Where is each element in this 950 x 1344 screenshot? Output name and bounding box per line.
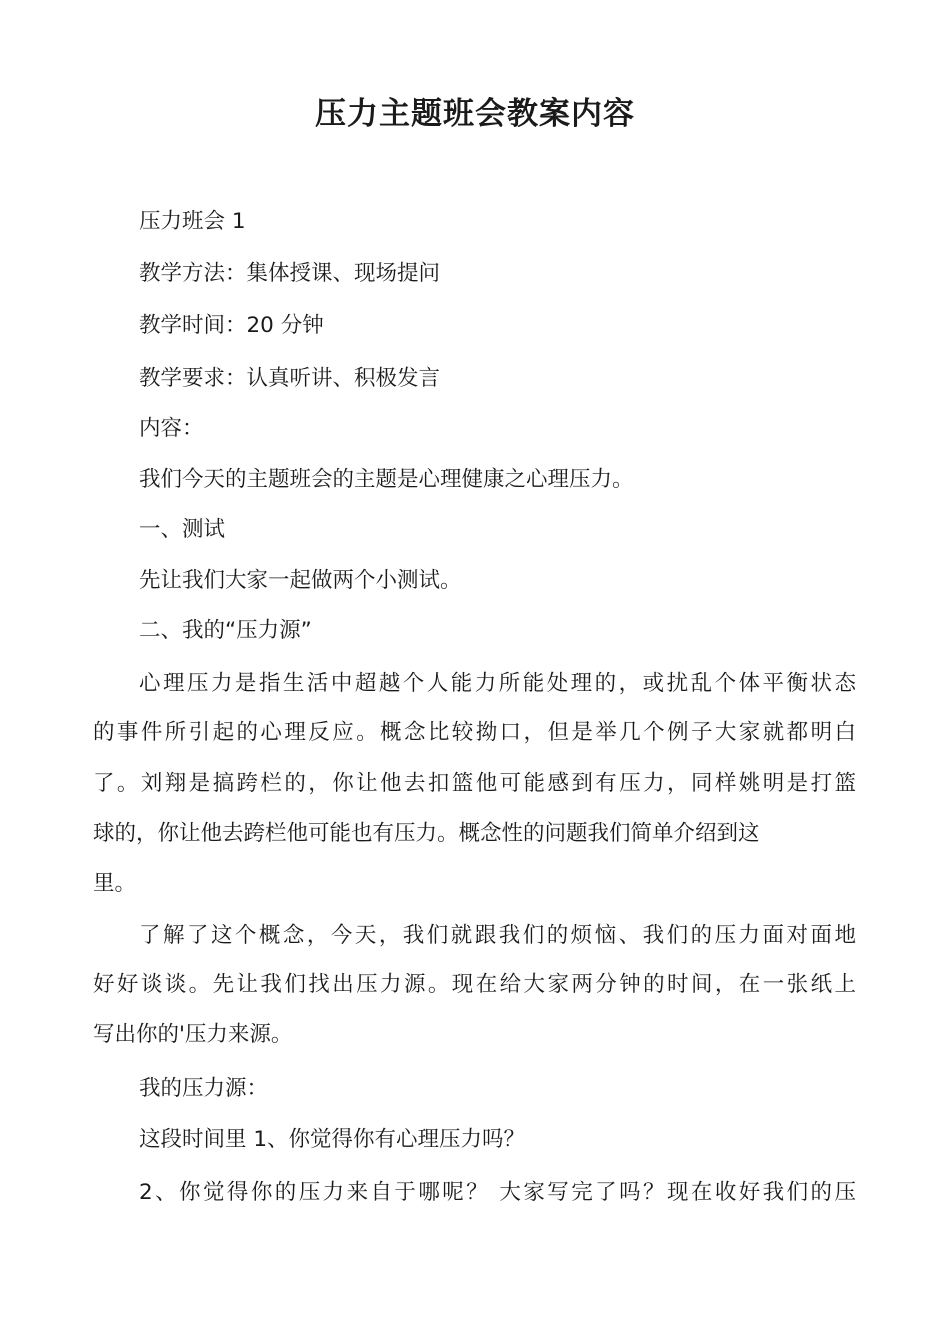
text-line: 内容：: [139, 416, 204, 441]
text-line: 这段时间里 1、你觉得你有心理压力吗？: [139, 1127, 526, 1152]
text-line: 我的压力源：: [139, 1076, 269, 1101]
text-line: 教学时间：20 分钟: [139, 313, 324, 338]
text-line: 教学要求：认真听讲、积极发言: [139, 366, 441, 391]
paragraph-line: 好好谈谈。先让我们找出压力源。现在给大家两分钟的时间，在一张纸上: [93, 972, 856, 997]
document-title: 压力主题班会教案内容: [315, 96, 635, 132]
text-line: 先让我们大家一起做两个小测试。: [139, 568, 462, 593]
paragraph-line: 心理压力是指生活中超越个人能力所能处理的，或扰乱个体平衡状态: [139, 671, 856, 696]
paragraph-line: 的事件所引起的心理反应。概念比较拗口，但是举几个例子大家就都明白: [93, 720, 856, 745]
paragraph-line: 球的，你让他去跨栏他可能也有压力。概念性的问题我们简单介绍到这: [93, 821, 760, 846]
text-line: 压力班会 1: [139, 209, 246, 234]
paragraph-line: 了解了这个概念，今天，我们就跟我们的烦恼、我们的压力面对面地: [139, 923, 856, 948]
paragraph-line: 了。刘翔是搞跨栏的，你让他去扣篮他可能感到有压力，同样姚明是打篮: [93, 771, 856, 796]
text-line: 我们今天的主题班会的主题是心理健康之心理压力。: [139, 467, 634, 492]
section-heading: 二、我的“压力源”: [139, 618, 312, 643]
paragraph-line: 里。: [93, 871, 137, 896]
section-heading: 一、测试: [139, 517, 226, 542]
text-line: 2、你觉得你的压力来自于哪呢？ 大家写完了吗？现在收好我们的压: [139, 1180, 856, 1205]
paragraph-line: 写出你的'压力来源。: [93, 1022, 293, 1047]
text-line: 教学方法：集体授课、现场提问: [139, 261, 441, 286]
